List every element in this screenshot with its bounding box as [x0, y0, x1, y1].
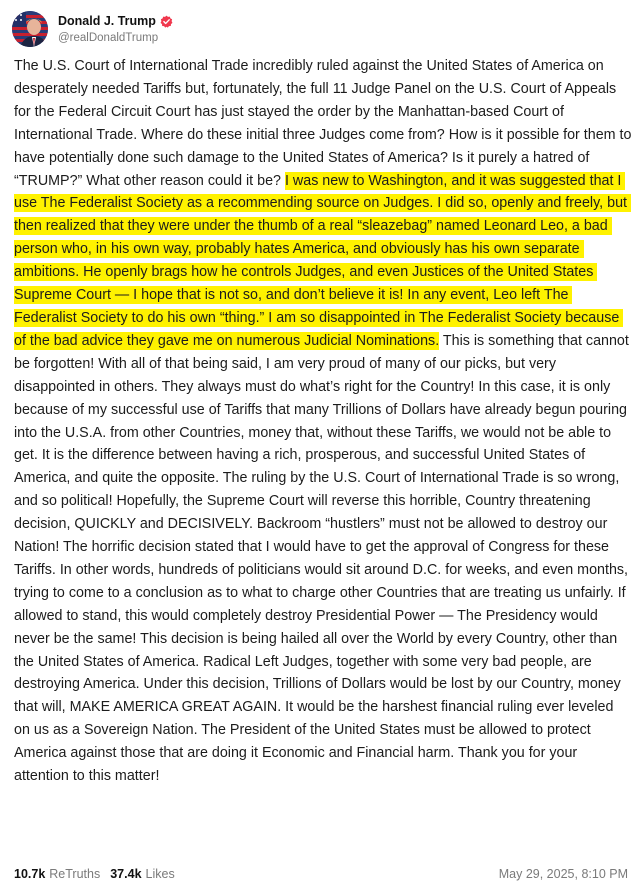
post-text-after: This is something that cannot be forgotten! With all of that being said, I am very proud of many of our picks, but very disappointed in others. They always must do what’s right for the Country! In this case, it is only because of my successful use of Tariffs that many Trillions of Dollars have already begun pouring into the U.S.A. from other Countries, money that, without these Tariffs, we would not be able to get. It is the difference between having a rich, prosperous, and successful United States of America, and quite the opposite. The ruling by the U.S. Court of International Trade is so wrong, and so political! Hopefully, the Supreme Court will reverse this horrible, Country threatening decision, QUICKLY and DECISIVELY. Backroom “hustlers” must not be allowed to destroy our Nation! The horrific decision stated that I would have to get the approval of Congress for these Tariffs. In other words, hundreds of politicians would sit around D.C. for weeks, and even months, trying to come to a conclusion as to what to charge other Countries that are treating us unfairly. If allowed to stand, this would completely destroy Presidential Power — The Presidency would never be the same! This decision is being hailed all over the World by every Country, other than the United States of America. Radical Left Judges, together with some very bad people, are destroying America. Under this decision, Trillions of Dollars would be lost by our Country, money that will, MAKE AMERICA GREAT AGAIN. It would be the harshest financial ruling ever leveled on us as a Sovereign Nation. The President of the United States must be allowed to protect America against those that are doing it Economic and Financial harm. Thank you for your attention to this matter! [14, 332, 633, 785]
retruths-count: 10.7k [14, 867, 46, 881]
post-footer [14, 864, 628, 884]
display-name-row [58, 12, 173, 30]
display-name[interactable]: Donald J. Trump [58, 14, 156, 28]
author-handle[interactable]: @realDonaldTrump [58, 32, 159, 44]
post-text-before: The U.S. Court of International Trade incredibly ruled against the United States of America on desperately needed Tariffs but, fortunately, the full 11 Judge Panel on the U.S. Court of Appeals for the Federal Circuit Court has just stayed the order by the Manhattan-based Court of International Trade. Where do these initial three Judges come from? How is it possible for them to have potentially done such damage to the United States of America? Is it purely a hatred of “TRUMP?” What other reason could it be? [14, 58, 636, 189]
post-timestamp[interactable]: May 29, 2025, 8:10 PM [498, 867, 628, 881]
verified-badge-icon [160, 15, 173, 28]
retruths-stat[interactable] [14, 867, 100, 881]
post-text-highlighted: I was new to Washington, and it was suggested that I use The Federalist Society as a recommending source on Judges. I did so, openly and freely, but then realized that they were under the thumb of a real “sleazebag” named Leonard Leo, a bad person who, in his own way, probably hates America, and obviously has his own separate ambitions. He openly brags how he controls Judges, and even Justices of the United States Supreme Court — I hope that is not so, and don’t believe it is! In any event, Leo left The Federalist Society to do his own “thing.” I am so disappointed in The Federalist Society because of the bad advice they gave me on numerous Judicial Nominations. [14, 172, 631, 349]
avatar[interactable] [12, 11, 48, 47]
retruths-label: ReTruths [49, 867, 101, 881]
post-header [12, 10, 173, 48]
likes-stat[interactable] [110, 867, 174, 881]
author-names [58, 12, 173, 46]
likes-count: 37.4k [110, 867, 142, 881]
flag-portrait-avatar-icon [12, 11, 48, 47]
likes-label: Likes [145, 867, 175, 881]
post-text [14, 55, 636, 788]
